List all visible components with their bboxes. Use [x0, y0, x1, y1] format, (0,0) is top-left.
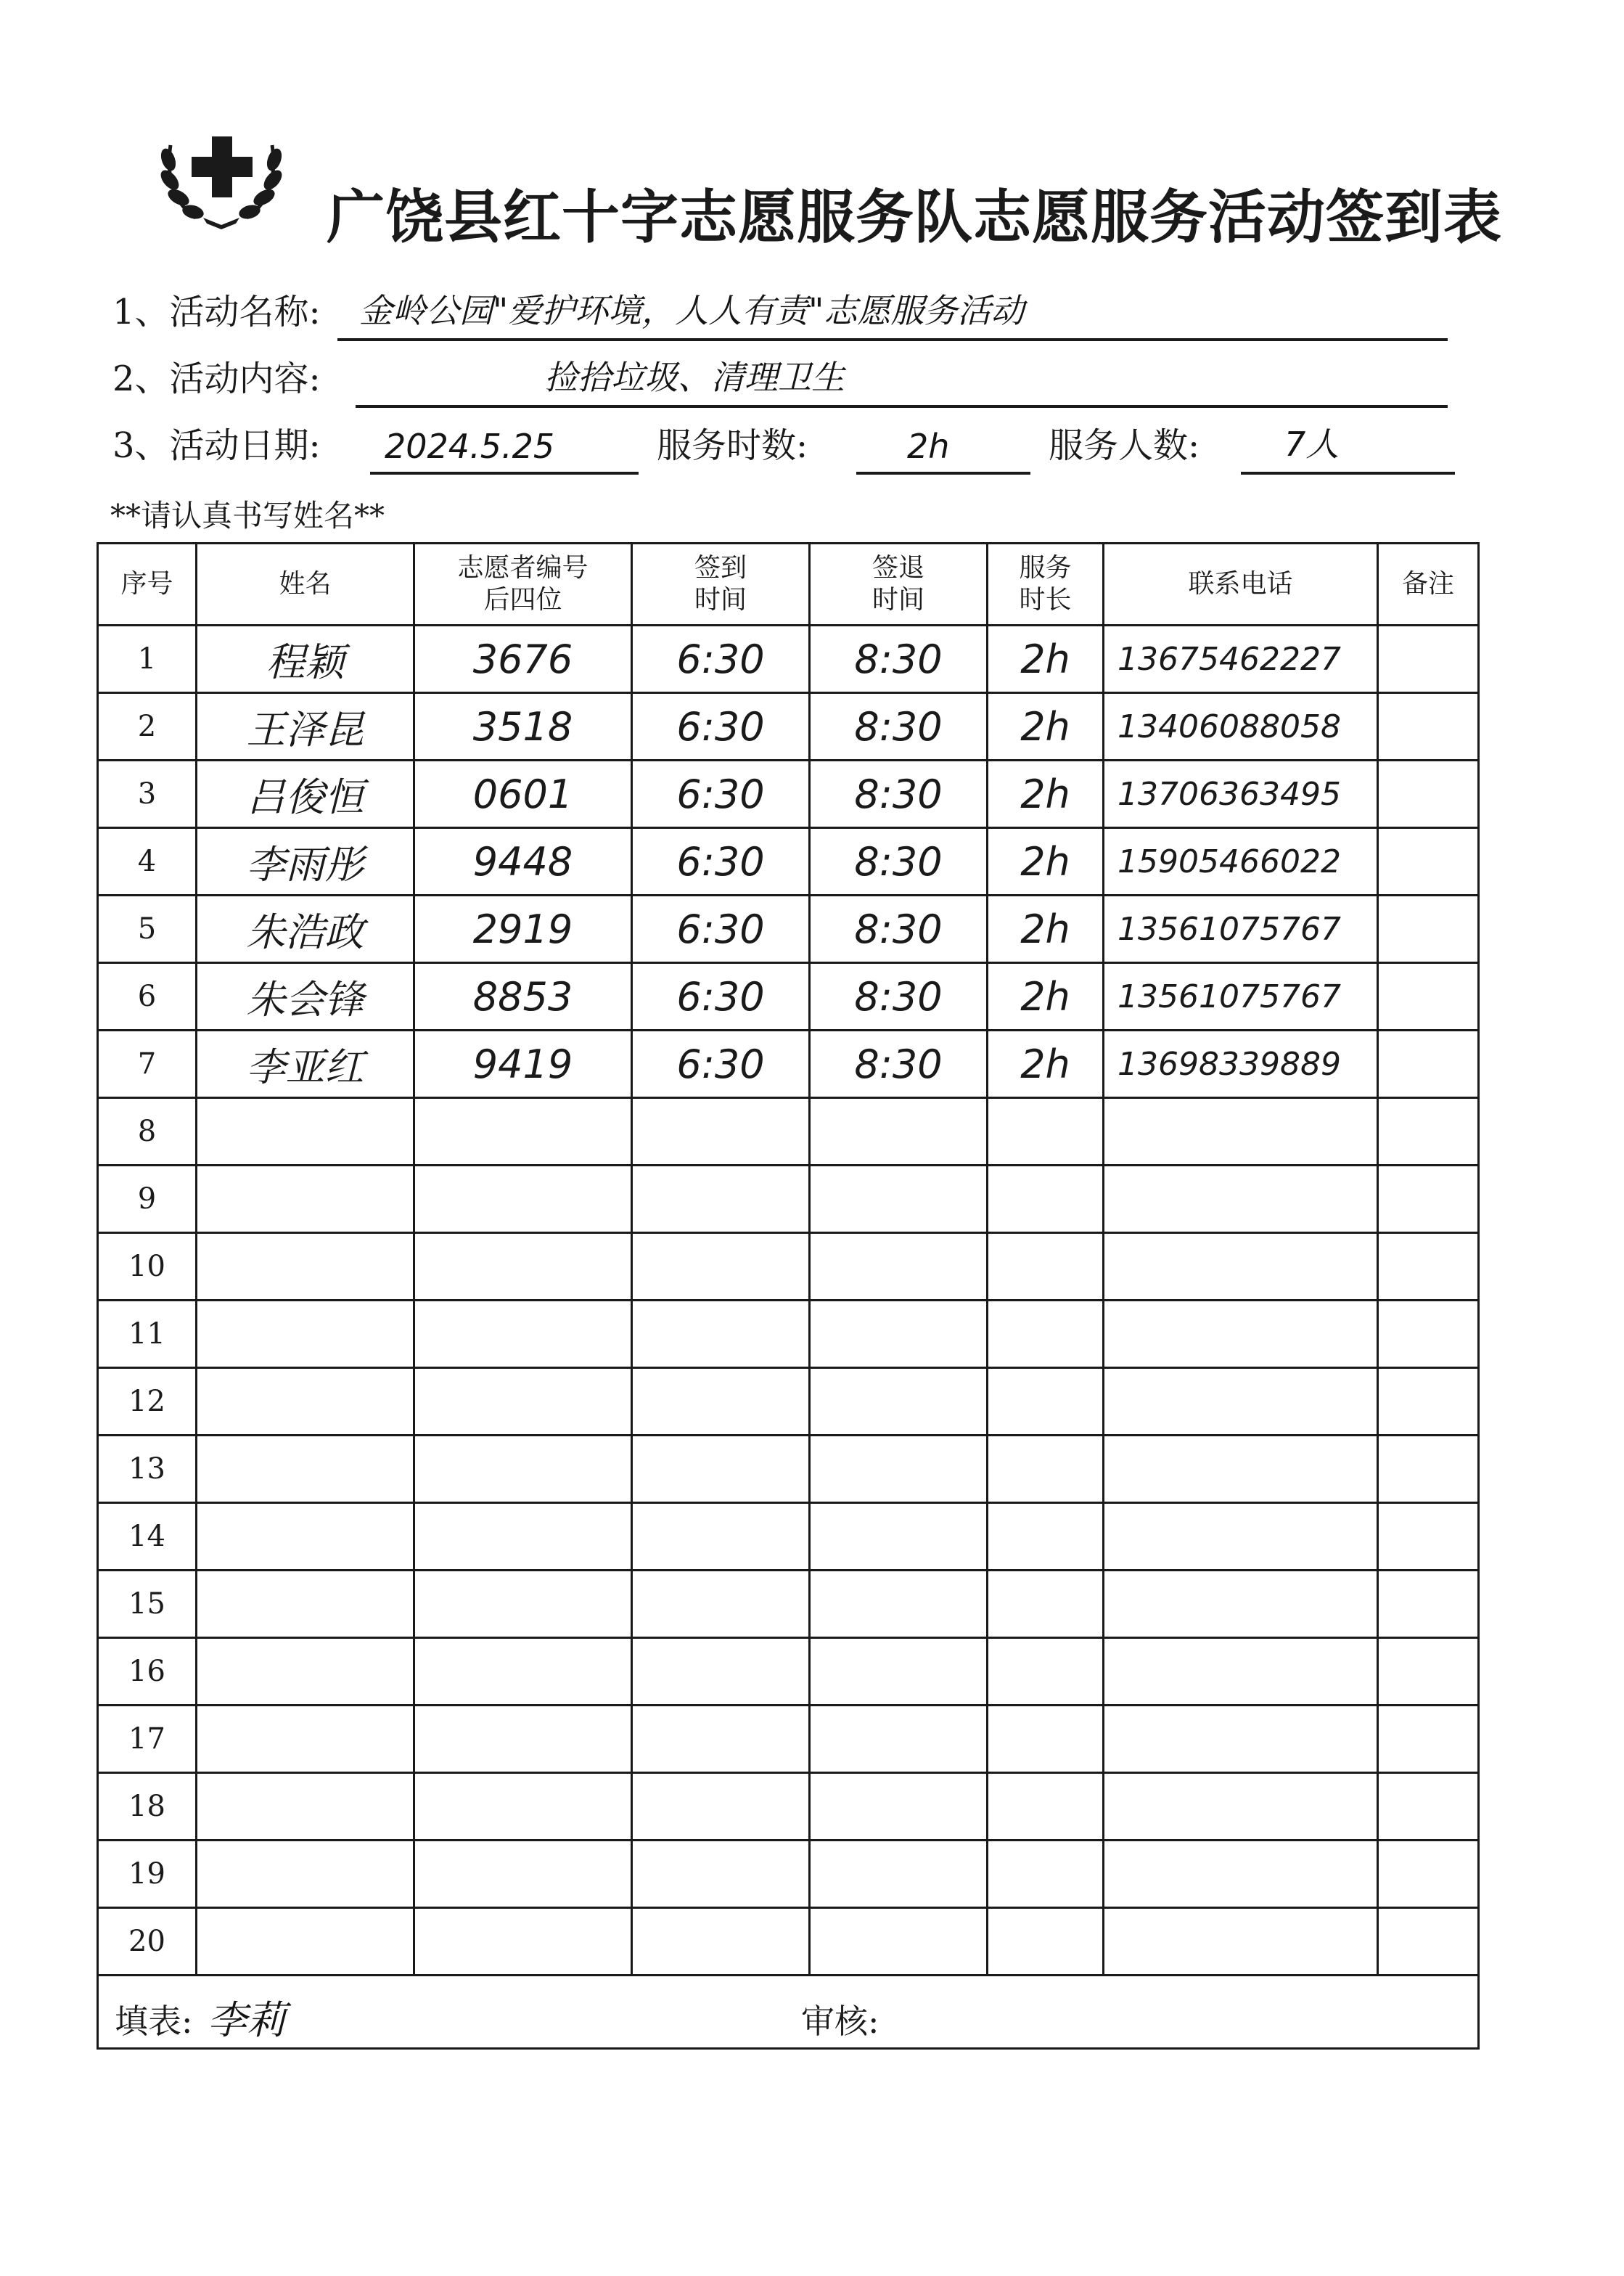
sign-in-time [632, 1098, 810, 1166]
row-number: 13 [98, 1436, 197, 1503]
table-row [98, 1436, 1479, 1503]
service-hours-value: 2h [907, 427, 950, 466]
contact-phone: 13675462227 [1104, 626, 1378, 693]
table-row [98, 1233, 1479, 1301]
service-duration [988, 1706, 1104, 1773]
remark [1378, 1773, 1479, 1841]
volunteer-name [197, 1436, 414, 1503]
sign-in-table [97, 542, 1480, 2050]
table-row [98, 1503, 1479, 1571]
table-row [98, 1773, 1479, 1841]
table-row [98, 761, 1479, 828]
table-row [98, 1031, 1479, 1098]
contact-phone [1104, 1706, 1378, 1773]
contact-phone [1104, 1638, 1378, 1706]
row-number: 4 [98, 828, 197, 896]
volunteer-id-last4 [414, 1908, 632, 1976]
volunteer-id-last4: 0601 [414, 761, 632, 828]
volunteer-name [197, 1233, 414, 1301]
sign-in-time [632, 1908, 810, 1976]
volunteer-id-last4 [414, 1368, 632, 1436]
activity-date-line [370, 424, 639, 475]
activity-date-value: 2024.5.25 [385, 427, 555, 466]
volunteer-id-last4 [414, 1571, 632, 1638]
remark [1378, 1233, 1479, 1301]
contact-phone: 13406088058 [1104, 693, 1378, 761]
volunteer-id-last4 [414, 1638, 632, 1706]
volunteer-name [197, 1368, 414, 1436]
row-number: 15 [98, 1571, 197, 1638]
service-duration [988, 1166, 1104, 1233]
volunteer-name: 王泽昆 [197, 693, 414, 761]
contact-phone [1104, 1841, 1378, 1908]
row-number: 11 [98, 1301, 197, 1368]
remark [1378, 828, 1479, 896]
sign-out-time: 8:30 [810, 626, 988, 693]
sign-out-time [810, 1571, 988, 1638]
contact-phone [1104, 1166, 1378, 1233]
sign-out-time [810, 1098, 988, 1166]
row-number: 12 [98, 1368, 197, 1436]
volunteer-id-last4 [414, 1098, 632, 1166]
service-duration [988, 1368, 1104, 1436]
contact-phone [1104, 1908, 1378, 1976]
volunteer-name: 朱浩政 [197, 896, 414, 963]
remark [1378, 761, 1479, 828]
col-header-remark: 备注 [1378, 544, 1479, 626]
col-header-name: 姓名 [197, 544, 414, 626]
volunteer-id-last4: 9448 [414, 828, 632, 896]
service-people-line [1241, 424, 1455, 475]
sign-out-time [810, 1773, 988, 1841]
activity-name-line [337, 290, 1448, 341]
table-row [98, 693, 1479, 761]
sign-out-time: 8:30 [810, 963, 988, 1031]
remark [1378, 1908, 1479, 1976]
volunteer-name: 程颖 [197, 626, 414, 693]
col-header-sign-out: 签退 时间 [810, 544, 988, 626]
remark [1378, 1098, 1479, 1166]
sign-in-time [632, 1368, 810, 1436]
row-number: 8 [98, 1098, 197, 1166]
remark [1378, 1503, 1479, 1571]
volunteer-id-last4 [414, 1436, 632, 1503]
sign-out-time: 8:30 [810, 1031, 988, 1098]
table-row [98, 1638, 1479, 1706]
volunteer-name: 朱会锋 [197, 963, 414, 1031]
service-duration [988, 1773, 1104, 1841]
contact-phone [1104, 1233, 1378, 1301]
remark [1378, 963, 1479, 1031]
table-row [98, 626, 1479, 693]
service-duration [988, 1233, 1104, 1301]
volunteer-id-last4 [414, 1166, 632, 1233]
volunteer-name [197, 1773, 414, 1841]
table-row [98, 963, 1479, 1031]
remark [1378, 1706, 1479, 1773]
activity-content-line [356, 357, 1448, 408]
sign-in-time: 6:30 [632, 761, 810, 828]
table-row [98, 1908, 1479, 1976]
sign-in-time [632, 1706, 810, 1773]
sign-out-time [810, 1706, 988, 1773]
service-duration: 2h [988, 963, 1104, 1031]
table-header-row [98, 544, 1479, 626]
activity-content-label: 2、活动内容: [112, 359, 321, 399]
table-row [98, 1301, 1479, 1368]
service-duration: 2h [988, 761, 1104, 828]
remark [1378, 896, 1479, 963]
sign-in-time: 6:30 [632, 1031, 810, 1098]
volunteer-id-last4 [414, 1233, 632, 1301]
service-people-value: 7人 [1284, 425, 1340, 464]
volunteer-name [197, 1841, 414, 1908]
sign-in-time [632, 1166, 810, 1233]
row-number: 10 [98, 1233, 197, 1301]
sign-out-time [810, 1908, 988, 1976]
activity-name-value: 金岭公园"爱护环境，人人有责"志愿服务活动 [359, 291, 1025, 330]
contact-phone: 15905466022 [1104, 828, 1378, 896]
remark [1378, 1031, 1479, 1098]
service-hours-label: 服务时数: [657, 425, 808, 466]
volunteer-id-last4: 2919 [414, 896, 632, 963]
row-number: 20 [98, 1908, 197, 1976]
service-duration [988, 1638, 1104, 1706]
sign-out-time: 8:30 [810, 693, 988, 761]
sign-in-time [632, 1233, 810, 1301]
write-name-note: **请认真书写姓名** [110, 498, 385, 533]
red-cross-emblem-icon [152, 116, 290, 232]
remark [1378, 693, 1479, 761]
service-duration [988, 1436, 1104, 1503]
sign-out-time: 8:30 [810, 761, 988, 828]
contact-phone [1104, 1368, 1378, 1436]
row-number: 17 [98, 1706, 197, 1773]
col-header-sign-in: 签到 时间 [632, 544, 810, 626]
volunteer-id-last4 [414, 1706, 632, 1773]
sign-in-time: 6:30 [632, 626, 810, 693]
service-duration [988, 1841, 1104, 1908]
activity-name-row [112, 290, 1448, 341]
table-row [98, 828, 1479, 896]
volunteer-id-last4: 8853 [414, 963, 632, 1031]
volunteer-name: 李亚红 [197, 1031, 414, 1098]
sign-out-time [810, 1841, 988, 1908]
sign-in-time [632, 1773, 810, 1841]
filler-label: 填表: [115, 2002, 193, 2041]
service-duration: 2h [988, 626, 1104, 693]
volunteer-name [197, 1638, 414, 1706]
contact-phone: 13561075767 [1104, 896, 1378, 963]
volunteer-name [197, 1503, 414, 1571]
sign-out-time: 8:30 [810, 896, 988, 963]
volunteer-id-last4 [414, 1773, 632, 1841]
footer-cell [98, 1976, 1479, 2049]
row-number: 3 [98, 761, 197, 828]
table-row [98, 896, 1479, 963]
remark [1378, 1841, 1479, 1908]
sign-in-time: 6:30 [632, 828, 810, 896]
reviewer-label: 审核: [801, 2002, 879, 2041]
contact-phone: 13561075767 [1104, 963, 1378, 1031]
service-duration [988, 1503, 1104, 1571]
volunteer-id-last4 [414, 1841, 632, 1908]
sign-out-time [810, 1301, 988, 1368]
sign-out-time [810, 1436, 988, 1503]
volunteer-name: 吕俊恒 [197, 761, 414, 828]
contact-phone [1104, 1773, 1378, 1841]
service-hours-line [856, 424, 1030, 475]
remark [1378, 626, 1479, 693]
sign-in-time: 6:30 [632, 896, 810, 963]
volunteer-id-last4 [414, 1503, 632, 1571]
contact-phone: 13706363495 [1104, 761, 1378, 828]
sign-out-time [810, 1166, 988, 1233]
contact-phone [1104, 1098, 1378, 1166]
contact-phone [1104, 1571, 1378, 1638]
volunteer-name [197, 1908, 414, 1976]
row-number: 18 [98, 1773, 197, 1841]
contact-phone [1104, 1503, 1378, 1571]
service-duration: 2h [988, 828, 1104, 896]
col-header-id4: 志愿者编号 后四位 [414, 544, 632, 626]
row-number: 7 [98, 1031, 197, 1098]
sign-in-time: 6:30 [632, 693, 810, 761]
row-number: 5 [98, 896, 197, 963]
service-duration: 2h [988, 896, 1104, 963]
service-duration [988, 1908, 1104, 1976]
service-duration: 2h [988, 693, 1104, 761]
service-duration [988, 1571, 1104, 1638]
sign-in-time [632, 1503, 810, 1571]
sign-out-time: 8:30 [810, 828, 988, 896]
sign-out-time [810, 1233, 988, 1301]
table-row [98, 1098, 1479, 1166]
remark [1378, 1166, 1479, 1233]
service-duration: 2h [988, 1031, 1104, 1098]
row-number: 2 [98, 693, 197, 761]
sign-in-time [632, 1436, 810, 1503]
volunteer-id-last4: 9419 [414, 1031, 632, 1098]
sign-out-time [810, 1638, 988, 1706]
sign-in-time: 6:30 [632, 963, 810, 1031]
filler-name: 李莉 [208, 1997, 286, 2043]
row-number: 16 [98, 1638, 197, 1706]
table-row [98, 1706, 1479, 1773]
volunteer-name [197, 1098, 414, 1166]
row-number: 1 [98, 626, 197, 693]
sign-in-time [632, 1638, 810, 1706]
service-people-label: 服务人数: [1049, 425, 1200, 466]
volunteer-name [197, 1166, 414, 1233]
row-number: 6 [98, 963, 197, 1031]
volunteer-name [197, 1571, 414, 1638]
sign-in-time [632, 1301, 810, 1368]
remark [1378, 1368, 1479, 1436]
sign-out-time [810, 1503, 988, 1571]
volunteer-id-last4 [414, 1301, 632, 1368]
volunteer-name [197, 1301, 414, 1368]
activity-content-value: 捡拾垃圾、清理卫生 [544, 358, 845, 397]
remark [1378, 1638, 1479, 1706]
volunteer-name: 李雨彤 [197, 828, 414, 896]
page-title: 广饶县红十字志愿服务队志愿服务活动签到表 [327, 183, 1502, 251]
table-row [98, 1166, 1479, 1233]
volunteer-id-last4: 3676 [414, 626, 632, 693]
remark [1378, 1571, 1479, 1638]
row-number: 14 [98, 1503, 197, 1571]
contact-phone: 13698339889 [1104, 1031, 1378, 1098]
table-row [98, 1368, 1479, 1436]
col-header-duration: 服务 时长 [988, 544, 1104, 626]
col-header-phone: 联系电话 [1104, 544, 1378, 626]
contact-phone [1104, 1436, 1378, 1503]
contact-phone [1104, 1301, 1378, 1368]
activity-name-label: 1、活动名称: [112, 292, 321, 332]
activity-date-row [112, 424, 1455, 475]
col-header-no: 序号 [98, 544, 197, 626]
row-number: 19 [98, 1841, 197, 1908]
sign-out-time [810, 1368, 988, 1436]
activity-content-row [112, 357, 1448, 408]
remark [1378, 1301, 1479, 1368]
activity-date-label: 3、活动日期: [112, 425, 321, 466]
service-duration [988, 1301, 1104, 1368]
service-duration [988, 1098, 1104, 1166]
table-row [98, 1571, 1479, 1638]
remark [1378, 1436, 1479, 1503]
volunteer-name [197, 1706, 414, 1773]
sign-in-time [632, 1571, 810, 1638]
row-number: 9 [98, 1166, 197, 1233]
table-row [98, 1841, 1479, 1908]
volunteer-id-last4: 3518 [414, 693, 632, 761]
footer-row [98, 1976, 1479, 2049]
sign-in-time [632, 1841, 810, 1908]
